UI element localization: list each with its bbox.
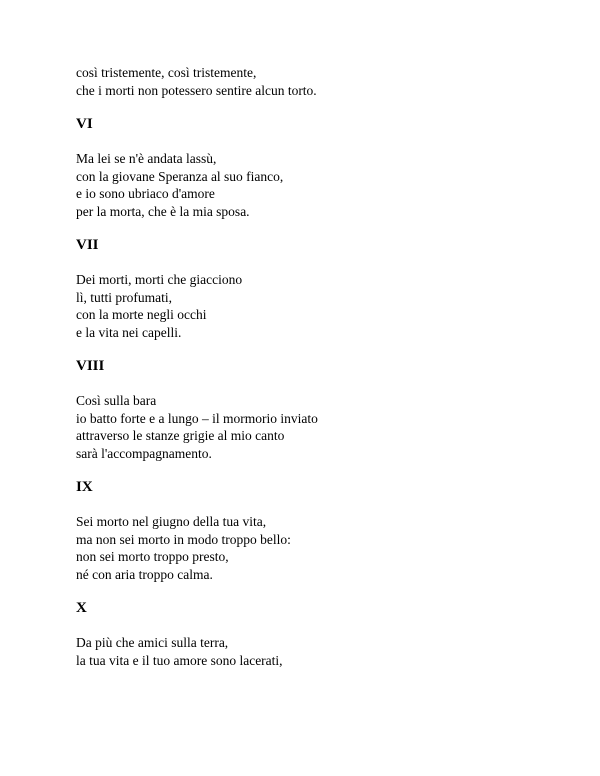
document-page <box>76 64 556 669</box>
verse-line: sarà l'accompagnamento. <box>76 445 212 461</box>
verse-line: la tua vita e il tuo amore sono lacerati, <box>76 652 283 668</box>
section-heading: VIII <box>76 358 105 374</box>
verse-line: e io sono ubriaco d'amore <box>76 186 215 201</box>
section-x <box>76 599 556 669</box>
verse-line: Da più che amici sulla terra, <box>76 635 229 650</box>
section-heading: IX <box>76 479 93 495</box>
verse-line: lì, tutti profumati, <box>76 289 172 305</box>
stanza <box>76 392 556 462</box>
verse-line: Ma lei se n'è andata lassù, <box>76 151 217 166</box>
section-vi <box>76 115 556 220</box>
verse-line: con la morte negli occhi <box>76 307 207 322</box>
verse-line: attraverso le stanze grigie al mio canto <box>76 428 285 443</box>
opening-stanza <box>76 64 556 99</box>
verse-line: per la morta, che è la mia sposa. <box>76 203 250 219</box>
section-vii <box>76 236 556 341</box>
stanza <box>76 634 556 669</box>
stanza <box>76 513 556 583</box>
verse-line: io batto forte e a lungo – il mormorio inviato <box>76 410 318 426</box>
section-ix <box>76 478 556 583</box>
verse-line: che i morti non potessero sentire alcun torto. <box>76 82 317 98</box>
section-heading: VII <box>76 237 99 253</box>
stanza <box>76 271 556 341</box>
verse-line: Così sulla bara <box>76 393 157 408</box>
verse-line: Dei morti, morti che giacciono <box>76 272 243 287</box>
verse-line: ma non sei morto in modo troppo bello: <box>76 531 291 547</box>
section-viii <box>76 357 556 462</box>
verse-line: con la giovane Speranza al suo fianco, <box>76 168 284 184</box>
section-heading: VI <box>76 116 93 132</box>
verse-line: né con aria troppo calma. <box>76 566 213 582</box>
verse-line: e la vita nei capelli. <box>76 324 182 340</box>
section-heading: X <box>76 600 87 616</box>
verse-line: non sei morto troppo presto, <box>76 549 229 564</box>
stanza <box>76 150 556 220</box>
verse-line: Sei morto nel giugno della tua vita, <box>76 514 267 529</box>
verse-line: così tristemente, così tristemente, <box>76 65 257 80</box>
